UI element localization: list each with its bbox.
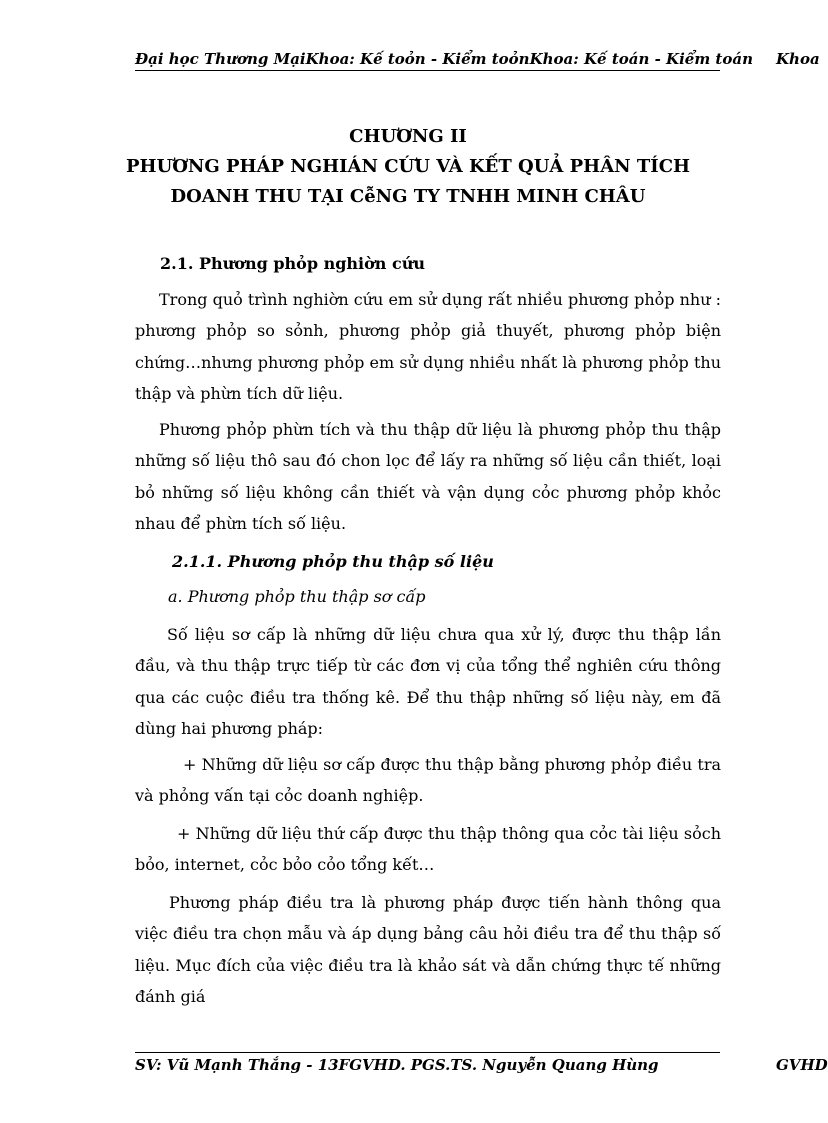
page-footer-right: GVHD [776,1056,828,1074]
chapter-title-line1: PHƯƠNG PHÁP NGHIÁN CỨU VÀ KẾT QUẢ PHÂN TÍCH [125,156,691,177]
list-item: + Những dữ liệu thứ cấp được thu thập thông qua cỏc tài liệu sỏch bỏo, internet, cỏc bỏo cỏo tổng kết… [135,823,721,874]
document-body [135,248,721,1013]
chapter-number: CHƯƠNG II [349,126,467,147]
section-heading-2-1-1: 2.1.1. Phương phỏp thu thập số liệu [172,551,494,571]
paragraph: Phương phỏp phừn tích và thu thập dữ liệu là phương phỏp thu thập những số liệu thô sau đó chon lọc để lấy ra những số liệu cần thiết, loại bỏ những số liệu không cần thiết và vận dụng cỏc phương phỏp khỏc nhau để phừn tích số liệu. [135,419,721,533]
paragraph: Phương pháp điều tra là phương pháp được tiến hành thông qua việc điều tra chọn mẫu và áp dụng bảng câu hỏi điều tra để thu thập số liệu. Mục đích của việc điều tra là khảo sát và dẫn chứng thực tế những đánh giá [135,892,721,1006]
paragraph: Số liệu sơ cấp là những dữ liệu chưa qua xử lý, được thu thập lần đầu, và thu thập trực tiếp từ các đơn vị của tổng thể nghiên cứu thông qua các cuộc điều tra thống kê. Để thu thập những số liệu này, em đã dùng hai phương pháp: [135,624,721,738]
page-header-right: Khoa [776,50,820,68]
section-heading-2-1: 2.1. Phương phỏp nghiờn cứu [160,254,425,273]
header-rule [135,70,720,71]
chapter-title-line2: DOANH THU TẠI CễNG TY TNHH MINH CHÂU [170,186,646,207]
footer-rule [135,1052,720,1053]
page-header: Đại học Thương MạiKhoa: Kế toỏn - Kiểm toỏnKhoa: Kế toán - Kiểm toán [135,50,753,68]
paragraph: Trong quỏ trình nghiờn cứu em sử dụng rất nhiều phương phỏp như : phương phỏp so sỏnh, phương phỏp giả thuyết, phương phỏp biện chứng…nhưng phương phỏp em sử dụng nhiều nhất là phương phỏp thu thập và phừn tích dữ liệu. [135,289,721,403]
page-footer: SV: Vũ Mạnh Thắng - 13FGVHD. PGS.TS. Nguyễn Quang Hùng [135,1056,659,1074]
subsection-heading-a: a. Phương phỏp thu thập sơ cấp [168,587,426,606]
list-item: + Những dữ liệu sơ cấp được thu thập bằng phương phỏp điều tra và phỏng vấn tại cỏc doanh nghiệp. [135,754,721,805]
